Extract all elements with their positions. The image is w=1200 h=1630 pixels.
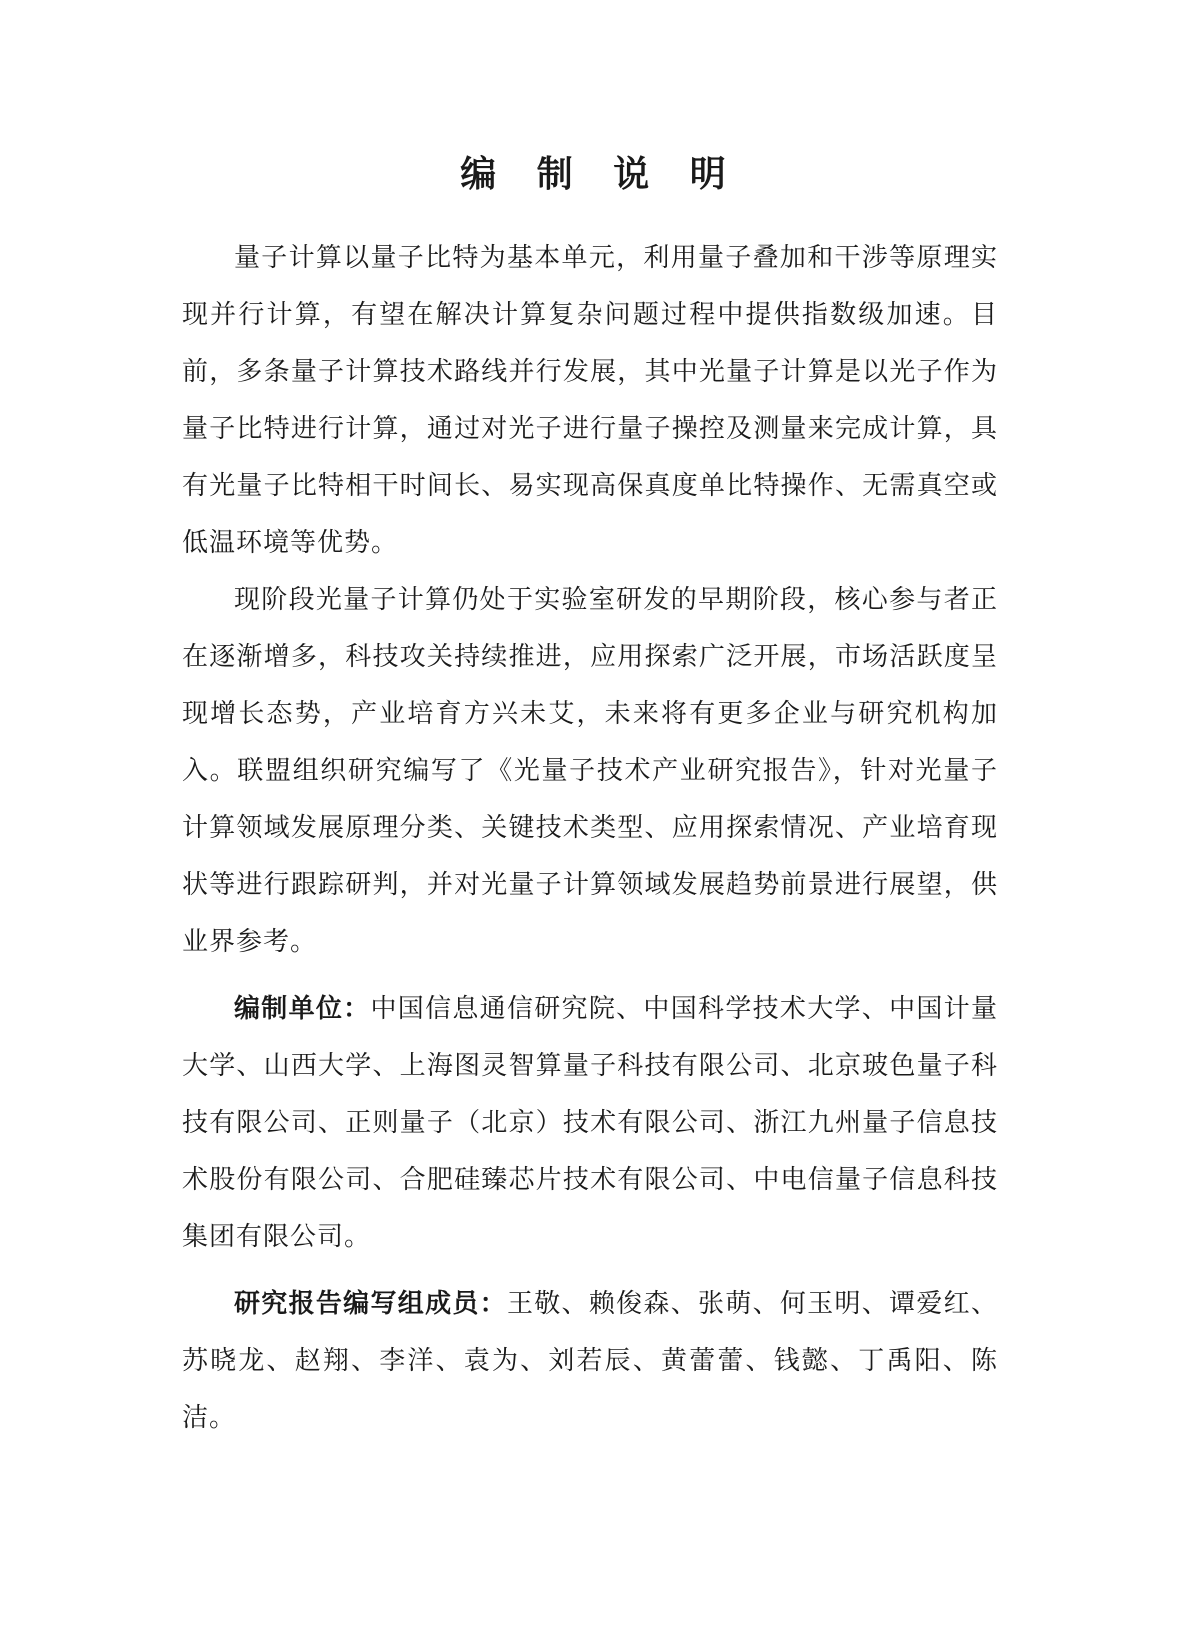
intro-paragraph-1: 量子计算以量子比特为基本单元，利用量子叠加和干涉等原理实现并行计算，有望在解决计算复杂问题过程中提供指数级加速。目前，多条量子计算技术路线并行发展，其中光量子计算是以光子作为量子比特进行计算，通过对光子进行量子操控及测量来完成计算，具有光量子比特相干时间长、易实现高保真度单比特操作、无需真空或低温环境等优势。 xyxy=(182,243,998,558)
document-body xyxy=(182,230,998,1447)
compiling-units-label: 编制单位： xyxy=(234,994,371,1024)
compiling-units-text: 中国信息通信研究院、中国科学技术大学、中国计量大学、山西大学、上海图灵智算量子科技有限公司、北京玻色量子科技有限公司、正则量子（北京）技术有限公司、浙江九州量子信息技术股份有限公司、合肥硅臻芯片技术有限公司、中电信量子信息科技集团有限公司。 xyxy=(182,994,998,1252)
members-paragraph xyxy=(182,1276,998,1447)
members-label: 研究报告编写组成员： xyxy=(234,1289,507,1319)
intro-paragraph-2: 现阶段光量子计算仍处于实验室研发的早期阶段，核心参与者正在逐渐增多，科技攻关持续推进，应用探索广泛开展，市场活跃度呈现增长态势，产业培育方兴未艾，未来将有更多企业与研究机构加入。联盟组织研究编写了《光量子技术产业研究报告》，针对光量子计算领域发展原理分类、关键技术类型、应用探索情况、产业培育现状等进行跟踪研判，并对光量子计算领域发展趋势前景进行展望，供业界参考。 xyxy=(182,585,998,957)
members-text: 王敬、赖俊森、张萌、何玉明、谭爱红、苏晓龙、赵翔、李洋、袁为、刘若辰、黄蕾蕾、钱懿、丁禹阳、陈洁。 xyxy=(182,1289,998,1433)
page-title: 编 制 说 明 xyxy=(460,154,740,195)
compiling-units-paragraph xyxy=(182,981,998,1266)
